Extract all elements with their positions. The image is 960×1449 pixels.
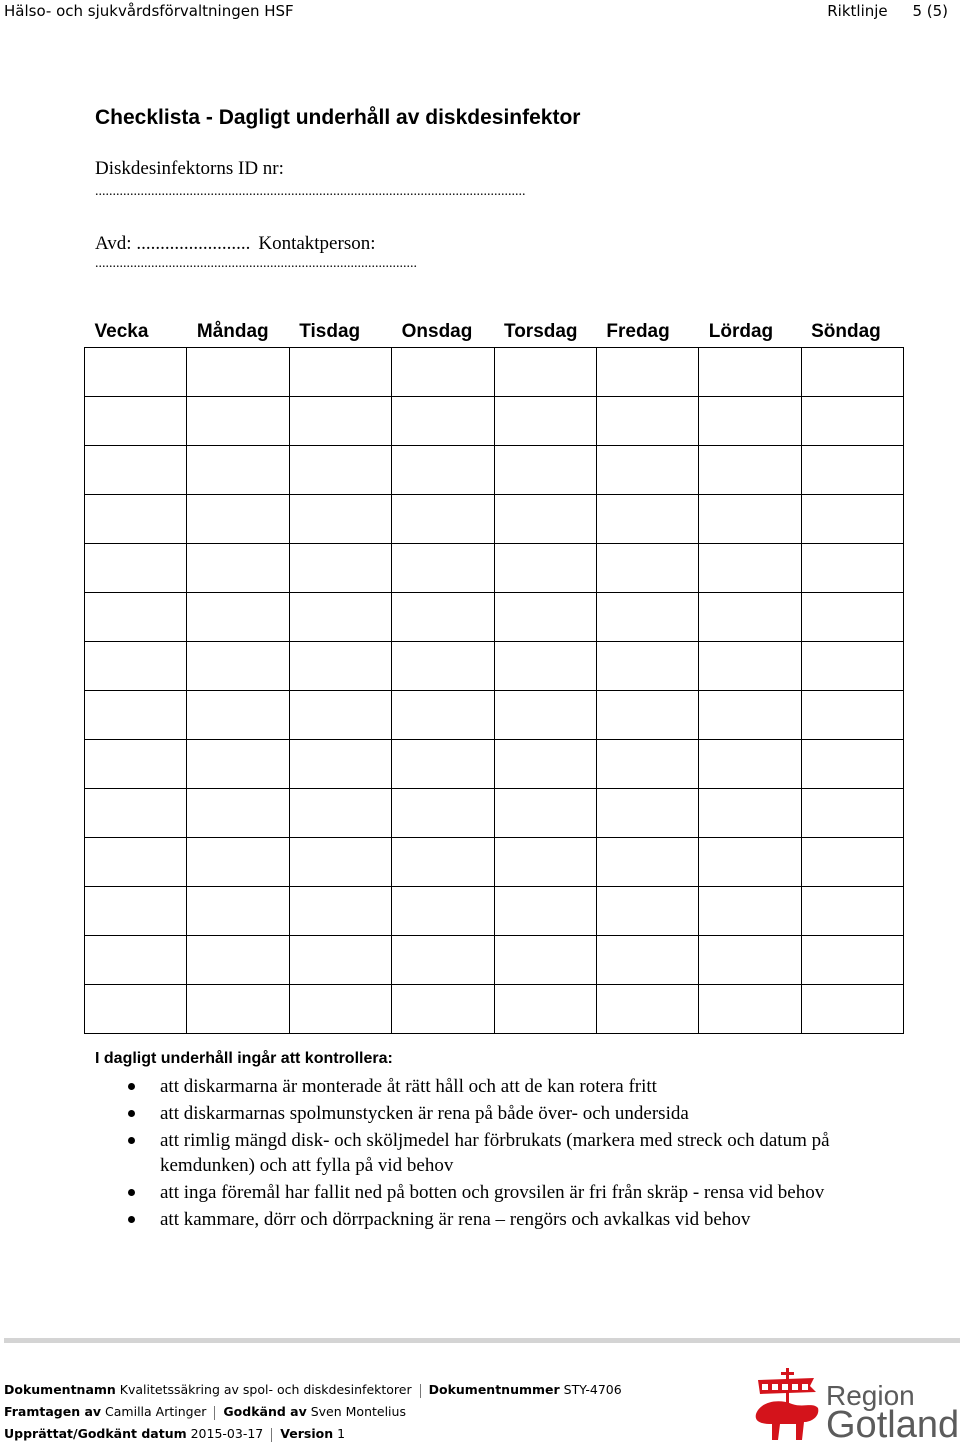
logo-text-gotland: Gotland: [826, 1404, 960, 1446]
footer-date-label: Upprättat/Godkänt datum: [4, 1426, 187, 1441]
id-number-field: ...........................................................................................................................: [95, 184, 526, 199]
schedule-cell[interactable]: [699, 788, 801, 837]
schedule-cell[interactable]: [289, 445, 391, 494]
checklist-item: att inga föremål har fallit ned på botten och grovsilen är fri från skräp - rensa vid behov: [120, 1180, 910, 1205]
schedule-cell[interactable]: [699, 935, 801, 984]
schedule-cell[interactable]: [392, 494, 494, 543]
schedule-cell[interactable]: [494, 396, 596, 445]
schedule-cell[interactable]: [392, 396, 494, 445]
schedule-cell[interactable]: [699, 543, 801, 592]
schedule-cell[interactable]: [494, 445, 596, 494]
schedule-cell[interactable]: [187, 739, 289, 788]
schedule-cell[interactable]: [289, 739, 391, 788]
footer-separator: [214, 1406, 215, 1420]
schedule-cell[interactable]: [392, 641, 494, 690]
schedule-cell[interactable]: [85, 592, 187, 641]
schedule-cell[interactable]: [187, 984, 289, 1033]
table-row: [85, 886, 904, 935]
schedule-cell[interactable]: [392, 935, 494, 984]
schedule-cell[interactable]: [596, 445, 698, 494]
schedule-cell[interactable]: [85, 690, 187, 739]
schedule-cell[interactable]: [289, 396, 391, 445]
weekly-schedule-table: [84, 320, 904, 1034]
schedule-cell[interactable]: [289, 690, 391, 739]
schedule-cell[interactable]: [596, 396, 698, 445]
schedule-cell[interactable]: [699, 347, 801, 396]
schedule-cell[interactable]: [596, 984, 698, 1033]
schedule-cell[interactable]: [801, 592, 903, 641]
table-row: [85, 739, 904, 788]
schedule-cell[interactable]: [187, 543, 289, 592]
schedule-cell[interactable]: [85, 886, 187, 935]
schedule-cell[interactable]: [187, 935, 289, 984]
checklist-item: att diskarmarna är monterade åt rätt håll och att de kan rotera fritt: [120, 1074, 910, 1099]
schedule-header-row: [85, 320, 904, 347]
schedule-cell[interactable]: [289, 494, 391, 543]
schedule-cell[interactable]: [392, 984, 494, 1033]
schedule-cell[interactable]: [187, 641, 289, 690]
schedule-cell[interactable]: [801, 347, 903, 396]
schedule-cell[interactable]: [801, 543, 903, 592]
schedule-cell[interactable]: [699, 837, 801, 886]
logo-text-region: Region: [826, 1380, 915, 1411]
schedule-cell[interactable]: [392, 690, 494, 739]
table-row: [85, 543, 904, 592]
footer-row-document: [4, 1382, 622, 1398]
lamb-banner-icon: [756, 1368, 819, 1440]
schedule-cell[interactable]: [801, 445, 903, 494]
schedule-cell[interactable]: [801, 837, 903, 886]
schedule-cell[interactable]: [801, 984, 903, 1033]
schedule-cell[interactable]: [187, 396, 289, 445]
footer-approved-label: Godkänd av: [223, 1404, 307, 1419]
schedule-cell[interactable]: [596, 788, 698, 837]
footer-separator: [271, 1428, 272, 1442]
schedule-cell[interactable]: [494, 494, 596, 543]
table-row: [85, 347, 904, 396]
schedule-cell[interactable]: [699, 739, 801, 788]
schedule-cell[interactable]: [699, 396, 801, 445]
column-header-sunday: Söndag: [801, 320, 903, 347]
schedule-cell[interactable]: [289, 543, 391, 592]
schedule-cell[interactable]: [289, 788, 391, 837]
table-row: [85, 837, 904, 886]
schedule-cell[interactable]: [596, 543, 698, 592]
department-label: Avd: ........................: [95, 233, 251, 254]
checklist-item: att kammare, dörr och dörrpackning är rena – rengörs och avkalkas vid behov: [120, 1207, 910, 1232]
schedule-cell[interactable]: [494, 641, 596, 690]
table-row: [85, 494, 904, 543]
schedule-cell[interactable]: [187, 690, 289, 739]
schedule-cell[interactable]: [596, 592, 698, 641]
footer-doc-name: Kvalitetssäkring av spol- och diskdesinfektorer: [119, 1382, 412, 1397]
schedule-cell[interactable]: [494, 739, 596, 788]
schedule-cell[interactable]: [494, 788, 596, 837]
footer-separator: [420, 1384, 421, 1398]
schedule-cell[interactable]: [801, 396, 903, 445]
schedule-cell[interactable]: [392, 543, 494, 592]
schedule-cell[interactable]: [85, 445, 187, 494]
contact-field: ............................................................................................: [95, 256, 417, 271]
schedule-cell[interactable]: [392, 886, 494, 935]
schedule-cell[interactable]: [289, 347, 391, 396]
schedule-cell[interactable]: [801, 494, 903, 543]
column-header-tuesday: Tisdag: [289, 320, 391, 347]
schedule-cell[interactable]: [392, 347, 494, 396]
column-header-monday: Måndag: [187, 320, 289, 347]
schedule-cell[interactable]: [801, 886, 903, 935]
schedule-cell[interactable]: [801, 788, 903, 837]
schedule-cell[interactable]: [85, 788, 187, 837]
schedule-cell[interactable]: [392, 445, 494, 494]
schedule-cell[interactable]: [85, 641, 187, 690]
schedule-cell[interactable]: [494, 984, 596, 1033]
footer-version-label: Version: [280, 1426, 334, 1441]
schedule-cell[interactable]: [85, 739, 187, 788]
schedule-cell[interactable]: [187, 445, 289, 494]
footer-doc-number: STY-4706: [563, 1382, 622, 1397]
contact-label: Kontaktperson:: [258, 233, 376, 254]
schedule-cell[interactable]: [596, 935, 698, 984]
schedule-cell[interactable]: [596, 494, 698, 543]
schedule-cell[interactable]: [699, 641, 801, 690]
schedule-cell[interactable]: [596, 886, 698, 935]
schedule-cell[interactable]: [801, 935, 903, 984]
table-row: [85, 984, 904, 1033]
schedule-cell[interactable]: [85, 837, 187, 886]
schedule-cell[interactable]: [187, 592, 289, 641]
schedule-cell[interactable]: [85, 543, 187, 592]
schedule-cell[interactable]: [596, 690, 698, 739]
schedule-cell[interactable]: [596, 347, 698, 396]
schedule-cell[interactable]: [289, 837, 391, 886]
schedule-cell[interactable]: [699, 984, 801, 1033]
checklist: [120, 1074, 910, 1234]
column-header-saturday: Lördag: [699, 320, 801, 347]
id-number-label: Diskdesinfektorns ID nr:: [95, 158, 284, 179]
schedule-cell[interactable]: [699, 592, 801, 641]
column-header-week: Vecka: [85, 320, 187, 347]
footer-row-date: [4, 1426, 345, 1442]
schedule-cell[interactable]: [187, 347, 289, 396]
table-row: [85, 445, 904, 494]
schedule-cell[interactable]: [494, 886, 596, 935]
page-title: Checklista - Dagligt underhåll av diskdesinfektor: [95, 106, 581, 129]
checklist-item: att rimlig mängd disk- och sköljmedel har förbrukats (markera med streck och datum på kemdunken) och att fylla på vid behov: [120, 1128, 910, 1178]
schedule-cell[interactable]: [85, 935, 187, 984]
schedule-cell[interactable]: [392, 788, 494, 837]
schedule-cell[interactable]: [699, 690, 801, 739]
schedule-cell[interactable]: [801, 739, 903, 788]
schedule-cell[interactable]: [494, 592, 596, 641]
footer-approved: Sven Montelius: [310, 1404, 406, 1419]
table-row: [85, 788, 904, 837]
schedule-cell[interactable]: [699, 886, 801, 935]
table-row: [85, 690, 904, 739]
schedule-cell[interactable]: [85, 984, 187, 1033]
schedule-cell[interactable]: [596, 739, 698, 788]
schedule-cell[interactable]: [85, 347, 187, 396]
schedule-cell[interactable]: [187, 886, 289, 935]
table-row: [85, 396, 904, 445]
column-header-thursday: Torsdag: [494, 320, 596, 347]
schedule-cell[interactable]: [494, 347, 596, 396]
schedule-cell[interactable]: [187, 494, 289, 543]
schedule-cell[interactable]: [289, 641, 391, 690]
schedule-cell[interactable]: [699, 445, 801, 494]
footer-author-label: Framtagen av: [4, 1404, 102, 1419]
schedule-cell[interactable]: [699, 494, 801, 543]
table-row: [85, 592, 904, 641]
footer-version: 1: [337, 1426, 346, 1441]
schedule-cell[interactable]: [494, 543, 596, 592]
schedule-cell[interactable]: [801, 690, 903, 739]
column-header-wednesday: Onsdag: [392, 320, 494, 347]
footer-doc-number-label: Dokumentnummer: [428, 1382, 560, 1397]
schedule-cell[interactable]: [289, 886, 391, 935]
department-contact-line: [95, 233, 376, 255]
header-organization: Hälso- och sjukvårdsförvaltningen HSF: [4, 2, 294, 20]
column-header-friday: Fredag: [596, 320, 698, 347]
schedule-cell[interactable]: [289, 984, 391, 1033]
footer-divider: [4, 1338, 960, 1343]
schedule-cell[interactable]: [85, 494, 187, 543]
schedule-cell[interactable]: [187, 837, 289, 886]
schedule-cell[interactable]: [187, 788, 289, 837]
table-row: [85, 641, 904, 690]
schedule-cell[interactable]: [392, 837, 494, 886]
schedule-cell[interactable]: [494, 837, 596, 886]
schedule-cell[interactable]: [85, 396, 187, 445]
header-meta: [807, 2, 948, 20]
footer-row-authors: [4, 1404, 406, 1420]
schedule-cell[interactable]: [392, 592, 494, 641]
header-page-number: 5 (5): [912, 2, 948, 20]
schedule-body: [85, 347, 904, 1033]
footer-doc-name-label: Dokumentnamn: [4, 1382, 116, 1397]
footer-date: 2015-03-17: [190, 1426, 264, 1441]
schedule-cell[interactable]: [801, 641, 903, 690]
schedule-cell[interactable]: [289, 592, 391, 641]
schedule-cell[interactable]: [392, 739, 494, 788]
checklist-heading: I dagligt underhåll ingår att kontrollera:: [95, 1050, 393, 1067]
schedule-cell[interactable]: [289, 935, 391, 984]
schedule-cell[interactable]: [596, 641, 698, 690]
schedule-cell[interactable]: [494, 690, 596, 739]
checklist-item: att diskarmarnas spolmunstycken är rena på både över- och undersida: [120, 1101, 910, 1126]
header-doc-type: Riktlinje: [827, 2, 888, 20]
table-row: [85, 935, 904, 984]
schedule-cell[interactable]: [596, 837, 698, 886]
footer-author: Camilla Artinger: [105, 1404, 207, 1419]
schedule-cell[interactable]: [494, 935, 596, 984]
